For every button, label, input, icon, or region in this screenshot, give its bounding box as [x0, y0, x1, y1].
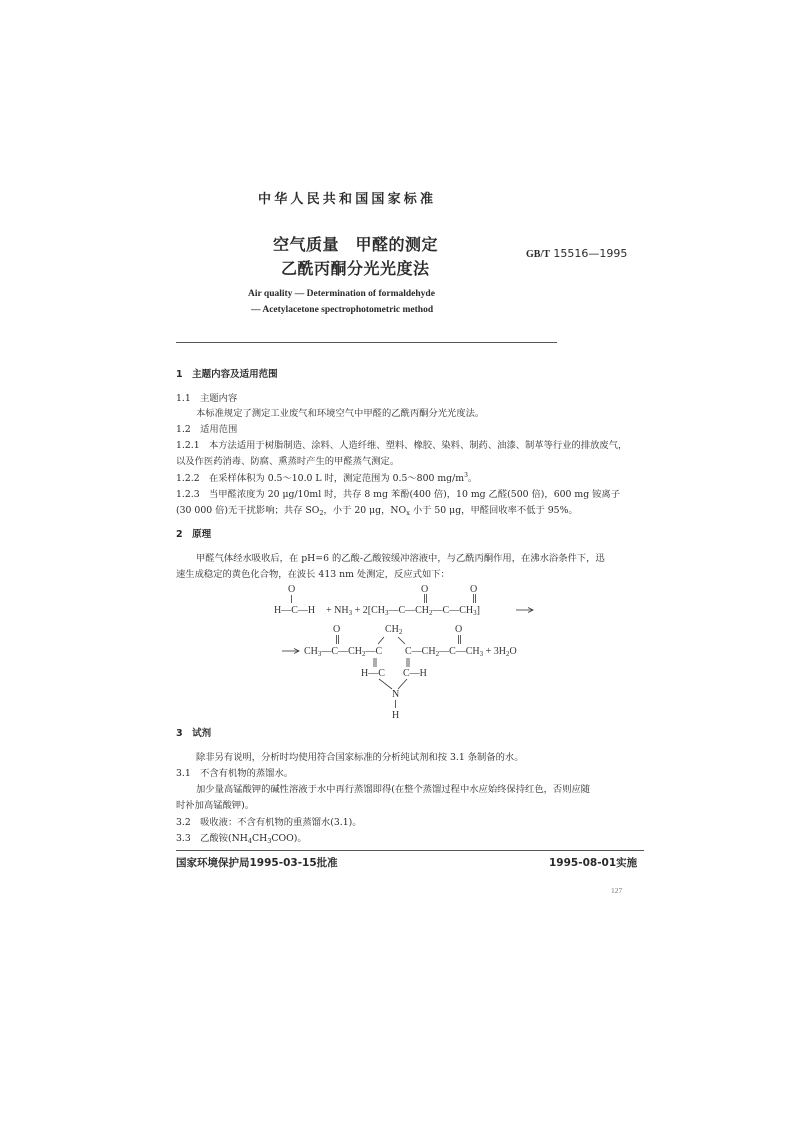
svg-text:CH2: $CH_2$ [385, 624, 403, 636]
text-part: ，小于 20 μg，NO [323, 505, 407, 516]
svg-text:O: O [421, 584, 429, 595]
section-3-1-heading: 3.1 不含有机物的蒸馏水。 [176, 768, 294, 779]
header-divider [176, 342, 557, 343]
english-title-line1: Air quality — Determination of formaldehyde [248, 289, 435, 299]
section-1-2-3-line1: 1.2.3 当甲醛浓度为 20 μg/10ml 时，共存 8 mg 苯酚(400 倍)，10 mg 乙醛(500 倍)，600 mg 铵离子 [176, 489, 621, 500]
oxygen-label: O [288, 584, 296, 595]
text-part: 小于 50 μg，甲醛回收率不低于 95%。 [409, 505, 578, 516]
section-1-2-2 [176, 470, 477, 484]
section-1-1-heading: 1.1 主题内容 [176, 393, 238, 404]
standard-code-number: 15516—1995 [553, 247, 628, 260]
section-3-heading: 3 试剂 [176, 728, 212, 739]
svg-text:C—H: C—H [403, 668, 427, 679]
section-2-text-line1: 甲醛气体经水吸收后，在 pH=6 的乙酸-乙酸铵缓冲溶液中，与乙酰丙酮作用，在沸水浴条件下，迅 [196, 553, 605, 564]
approval-line: 国家环境保护局1995-03-15批准 [176, 857, 338, 869]
section-3-2: 3.2 吸收液：不含有机物的重蒸馏水(3.1)。 [176, 817, 362, 828]
document-title-line1: 空气质量 甲醛的测定 [273, 235, 439, 254]
svg-text:H—C: H—C [361, 668, 385, 679]
national-standard-heading: 中华人民共和国国家标准 [258, 192, 437, 207]
section-1-2-2-text: 1.2.2 在采样体积为 0.5～10.0 L 时，测定范围为 0.5～800 mg/m [176, 473, 465, 484]
document-title-line2: 乙酰丙酮分光光度法 [281, 259, 430, 278]
section-1-2-3-line2 [176, 502, 578, 517]
formaldehyde: H—C—H [274, 605, 316, 616]
section-1-2-heading: 1.2 适用范围 [176, 424, 238, 435]
section-2-heading: 2 原理 [176, 529, 212, 540]
svg-text:C—CH2—C—CH3 + 3H2O: $C—CH_2—C—CH_3 + 3H_2O$ [405, 646, 517, 658]
standard-code-prefix: GB/T [526, 249, 550, 260]
svg-text:O: O [455, 624, 463, 635]
svg-text:O: O [470, 584, 478, 595]
text-part: (30 000 倍)无干扰影响；共存 SO [176, 505, 320, 516]
section-2-text-line2: 速生成稳定的黄色化合物，在波长 413 nm 处测定，反应式如下： [176, 569, 450, 580]
section-1-2-1-line1: 1.2.1 本方法适用于树脂制造、涂料、人造纤维、塑料、橡胶、染料、制药、油漆、制革等行业的排放废气， [176, 440, 628, 451]
section-1-1-text: 本标准规定了测定工业废气和环境空气中甲醛的乙酰丙酮分光光度法。 [196, 408, 485, 419]
section-1-2-1-line2: 以及作医药消毒、防腐、熏蒸时产生的甲醛蒸气测定。 [176, 456, 400, 467]
product: $CH_3—C—CH_2—C$ [304, 646, 383, 658]
page-number: 127 [611, 886, 623, 895]
reaction-equation [270, 580, 560, 720]
text-part: COO)。 [271, 833, 307, 844]
subscript: 4 [247, 837, 252, 845]
svg-text:H: H [392, 710, 400, 720]
footer-divider [176, 850, 644, 851]
section-3-1-line1: 加少量高锰酸钾的碱性溶液于水中再行蒸馏即得(在整个蒸馏过程中水应始终保持红色，否则应随 [196, 784, 591, 795]
section-3-intro: 除非另有说明，分析时均使用符合国家标准的分析纯试剂和按 3.1 条制备的水。 [196, 752, 524, 763]
subscript: 3 [267, 837, 272, 845]
standard-code [526, 247, 627, 260]
punctuation: 。 [467, 473, 478, 484]
implementation-date: 1995-08-01实施 [549, 857, 638, 869]
svg-text:O: O [333, 624, 341, 635]
text-part: 3.3 乙酸铵(NH [176, 833, 248, 844]
subscript: x [406, 509, 410, 517]
text-part: CH [251, 833, 268, 844]
svg-text:N: N [392, 689, 400, 700]
english-title-line2: — Acetylacetone spectrophotometric method [251, 305, 434, 315]
subscript: 2 [319, 509, 324, 517]
superscript: 3 [464, 472, 468, 479]
section-3-1-line2: 时补加高锰酸钾)。 [176, 800, 255, 811]
reactants: + $NH_3$ + $2[CH_3—C—CH_2—C—CH_3]$ [326, 605, 480, 617]
section-3-3 [176, 830, 307, 845]
section-1-heading: 1 主题内容及适用范围 [176, 369, 278, 380]
